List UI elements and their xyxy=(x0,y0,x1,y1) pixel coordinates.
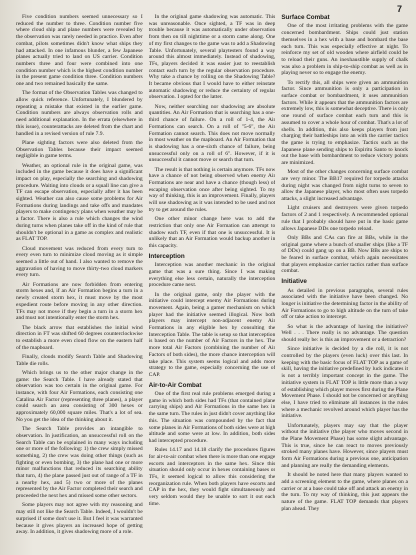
paragraph: Some players may not agree with my reasoning and may still not like the Search Table. Indeed, I wouldn't be surprised if some don't use it. But I feel it was warranted because it gives players an increased hope of getting away. In addition, it gives shadowing more of a role. xyxy=(16,502,143,536)
article-column-left xyxy=(16,14,143,546)
paragraph: As detailed in previous paragraphs, several rules associated with the initiative have been changed. No longer is initiative the determining factor in the ability of Air Formations to go to high altitude on the turn of take off or take action to intercept. xyxy=(281,287,409,321)
paragraph: Weather, an optional rule in the original game, was included in the game because it does have a significant impact on play, especially the searching and shadowing procedure. Waiting into clouds or a squall line can give a TF can escape observation, especially after it has been sighted. Weather can also cause some problems for Air Formations during landings and take offs and mandates players to make contingency plans when weather may be a factor. There is also a rule which changes the wind during turns when planes take off in the kind of rule that shouldn't be optional in a game as complex and realistic as FLAT TOP. xyxy=(16,162,143,243)
paragraph: Now, neither searching nor shadowing are absolute quantities. An Air Formation that is searching has a one-third chance of failure. On a roll of 1-4, the Air Formations can search. On a roll of "5-6", the Air Formation cannot search. This does not move normally in most weather on the mapboard. An Air Formation that is shadowing has a one-sixth chance of failure, being unsuccessful only on a roll of 6". However, if it is unsuccessful it cannot move or search that turn. xyxy=(148,103,276,164)
paragraph: Unfortunately, players may say that the player without the initiative (the player who moves second in the Plane Movement Phase) has some slight advantage. This is true, since he can react to moves previously stroked many planes have. However, since players must form Air Formations during a previous one, anticipation and planning are really the demanding elements. xyxy=(281,422,409,469)
paragraph: Interception was another mechanic in the original game that was a sure thing. Since I was making everything else less certain, naturally the interception procedure came next. xyxy=(148,262,276,289)
section-heading: Initiative xyxy=(281,278,307,286)
paragraph: One of the most irritating problems with the game concerned bombardment. Ships could just station themselves in a hex with a base and bombard the base each turn. This was especially effective at night. To reinforce my set of old wooden where airfield could be to reload their guns. An inexhaustible supply of chalk was also a problem in ship-to-ship combat as well as in playing never so to engage the enemy. xyxy=(281,23,409,77)
paragraph: In the original game shadowing was automatic. This was unreasonable. Once sighted, a TF was in deep trouble because it was automatically under observation from then on till nighttime or a storm came along. One of my first changes to the game was to add a Shadowing Table. Unfortunately, several playtesters found a way around this almost immediately. Instead of shadowing, TFs, players decided it was easier just to reestablish contact each turn by the regular observation procedure. Why take a chance by rolling on the Shadowing Table? It became obvious that I would have to either reinstate automatic shadowing or reduce the certainty of regular observation. I opted for the latter. xyxy=(148,14,276,101)
article-columns xyxy=(16,14,408,546)
paragraph: In the original game, only the player with the initiative could intercept enemy Air Formations during movement. Again, being a gamer mechanism on which player had the initiative seemed illogical. Now both players may intercept non-adjacent enemy Air Formations in any eligible hex by consulting the Interception Table. The table is setup so that interception is based on the number of Air Factors in the hex. The more total Air Factors (combining the number of Air Factors of both sides), the more chance interception will take place. This system seems logical and adds more strategy to the game, especially concerning the use of CAP. xyxy=(148,291,276,378)
paragraph: One of the first real rule problems emerged during a game in which both sides had TFs (that contained plane carrying ships) and Air Formations in the same hex in the same turn. The rules in just didn't cover anything like this. The situation was compounded by the fact that some planes in Air Formations of both sides were at high altitude and some were at low. In addition, both sides had intercepted procedure. xyxy=(148,391,276,444)
paragraph: Five condition numbers seemed unnecessary so I reduced the number to three. Condition number five where cloud ship and plane numbers were revealed by the observation was rarely needed in practice. Even after combat, pilots sometimes didn't know what ships they had attacked. In one infamous blunder, a few Japanese planes actually tried to land on US carrier. Condition numbers three and four were combined into one condition number which is the highest condition number in the present game condition three. Condition numbers one and two remained basically the same. xyxy=(16,14,143,88)
paragraph: Cloud movement was reduced from every turn to every even turn to minimize cloud moving as it simple seemed a little out of hand. I also wanted to remove the aggravation of having to move thirty-two cloud markers every turn. xyxy=(16,245,143,279)
article-column-middle xyxy=(149,14,276,546)
paragraph: Most of the other changes concerning surface combat are very minor. The BB17 required for torpedo attacks during night was changed from night turns to seven to allow the Japanese player, who most often uses torpedo attacks, a slight increased advantage. xyxy=(281,169,409,203)
paragraph: It should be noted here that many players wanted to add a screening element to the game, where planes on a carrier or at a base could take off and attack an enemy in the turn. To my way of thinking, this just appears the nature of the game. FLAT TOP demands that players plan ahead. They xyxy=(281,472,409,512)
paragraph: The Search Table provides an intangible to observation. In justification, an unsuccessful roll on the Search Table can be explained in many ways including one or more of the following: 1) the crew simply missed something, 2) the crew was doing other things (such as fighting or even bombing, 3) the plane had one or more minor malfunctions that reduced its searching ability that turn, 4) the plane passed just out of range of a TF in a nearby hex, and 5) two or more of the planes represented by the Air Factor completed their search and proceeded the next hex and missed some other sectors. xyxy=(16,426,143,500)
paragraph: The format of the Observation Tables was changed to allow quick reference. Unfortunately, I blundered by repeating a mistake that existed in the earlier game. Condition numbers are always observation rolls and need additional explanation. In the errata (elsewhere in this issue), counterattacks are deleted from the chart and handled in a revised version of rule 7.9. xyxy=(16,90,143,137)
paragraph: Air Formations are now forbidden from entering storm hexes and, if an Air Formation begins a turn in a newly created storm hex, it must move by the most expedient route before moving in any other direction. TFs may not move if they begin a turn in a storm hex and must not intentionally enter the storm hex. xyxy=(16,281,143,322)
paragraph: The black arrow that establishes the initial wind direction in FT was shifted 60 degrees counterclockwise to establish a more even cloud flow on the eastern half of the mapboard. xyxy=(16,324,143,351)
paragraph: Plane sighting factors were also deleted from the Observation Tables because their impact seemed negligible in game terms. xyxy=(16,139,143,160)
article-column-right xyxy=(281,14,408,546)
section-heading: Air-to-Air Combat xyxy=(148,381,202,389)
paragraph: One other minor change here was to add the restriction that only one Air Formation can attempt to shadow each TF, even if that one is unsuccessful. It is unlikely that an Air Formation would backup another in this capacity. xyxy=(148,216,276,249)
paragraph: Only BBs and CAs can fire at BBs, while in the original game where a bunch of smaller ships (like a TF of DDs) could gang up on a BB. Now BBs are ships to be feared in surface combat, which again necessitates that players emphasize carrier tactics rather than surface combat. xyxy=(281,234,409,275)
paragraph: Since initiative is decided by a die roll, it is not controlled by the players (even luck) over this last. In keeping with the basic focus of FLAT TOP as a game of skill, having the initiative predefined by luck indicates it is not a terribly important concept in the game. The initiative system in FLAT TOP is little more than a way of establishing which player moves first during the Plane Movement Phase. I should not be concerned or anything else, I have tried to eliminate all instances in the rules where a mechanic revolved around which player has the initiative. xyxy=(281,346,409,420)
paragraph: Which brings us to the other major change in the game: the Search Table. I have already stated that observation was too certain in the original game. For instance, with four Air Formations, each consisting one Catalina Air Factor (representing three planes), a player could search an area consisting of 300 hexes or approximately 60,000 square miles. That's a lot of sea. No you get the idea of the thinking about it. xyxy=(16,369,143,423)
paragraph: To rectify this, all ships were given an ammunition factor. Since ammunition is only a participation in surface combat or bombardment, it uses ammunition factors. While it appears that the ammunition factors are extremely low, this is somewhat deceptive. There is only one round of surface combat each turn and this is assumed to cover a whole hour of combat. That's a lot of shells. In addition, this also keeps players from just charging their battleships into an with the carrier tactics the game is trying to emphasize. Tactics such as the Japanese plane sending ships to Espiritu Santo to knock out the base with bombardment to reduce victory points are minimized. xyxy=(281,79,409,167)
paragraph: The result is that nothing is certain anymore. TFs now have a chance of not being observed when enemy Air Formations are near and have a chance (though less) of escaping observation once after being sighted. To my way of thinking, this is an improvement. Finally, players will use shadowing as it was intended to be used and not try to get around the rules. xyxy=(148,166,276,213)
paragraph: Light cruisers and destroyers were given torpedo factors of 2 and 1 respectively. A recommended optional rule that I probably should have put in the basic game allows Japanese DDs one torpedo reload. xyxy=(281,205,409,232)
paragraph: So what is the advantage of having the initiative? Well . . . There really is no advantage. The question should really be: is this an improvement or a detraction? xyxy=(281,323,409,344)
page-number: 7 xyxy=(396,4,402,14)
section-heading: Surface Combat xyxy=(281,14,330,21)
section-heading: Interception xyxy=(148,252,185,260)
paragraph: Finally, clouds modify Search Table and Shadowing Table die rolls. xyxy=(16,353,143,367)
paragraph: Rules 14.17 and 14.18 clarify the procedures figures for air-to-air combat when there is more than one engage escorts and interceptors in the same hex. Since this situation should only occur in hexes containing bases or TFs, it seemed logical to allow this considering the reorganization rule. When both players have escorts and CAP in the hex, they would fight simultaneously and very seldom would they be unable to sort it out each time. xyxy=(148,447,276,507)
